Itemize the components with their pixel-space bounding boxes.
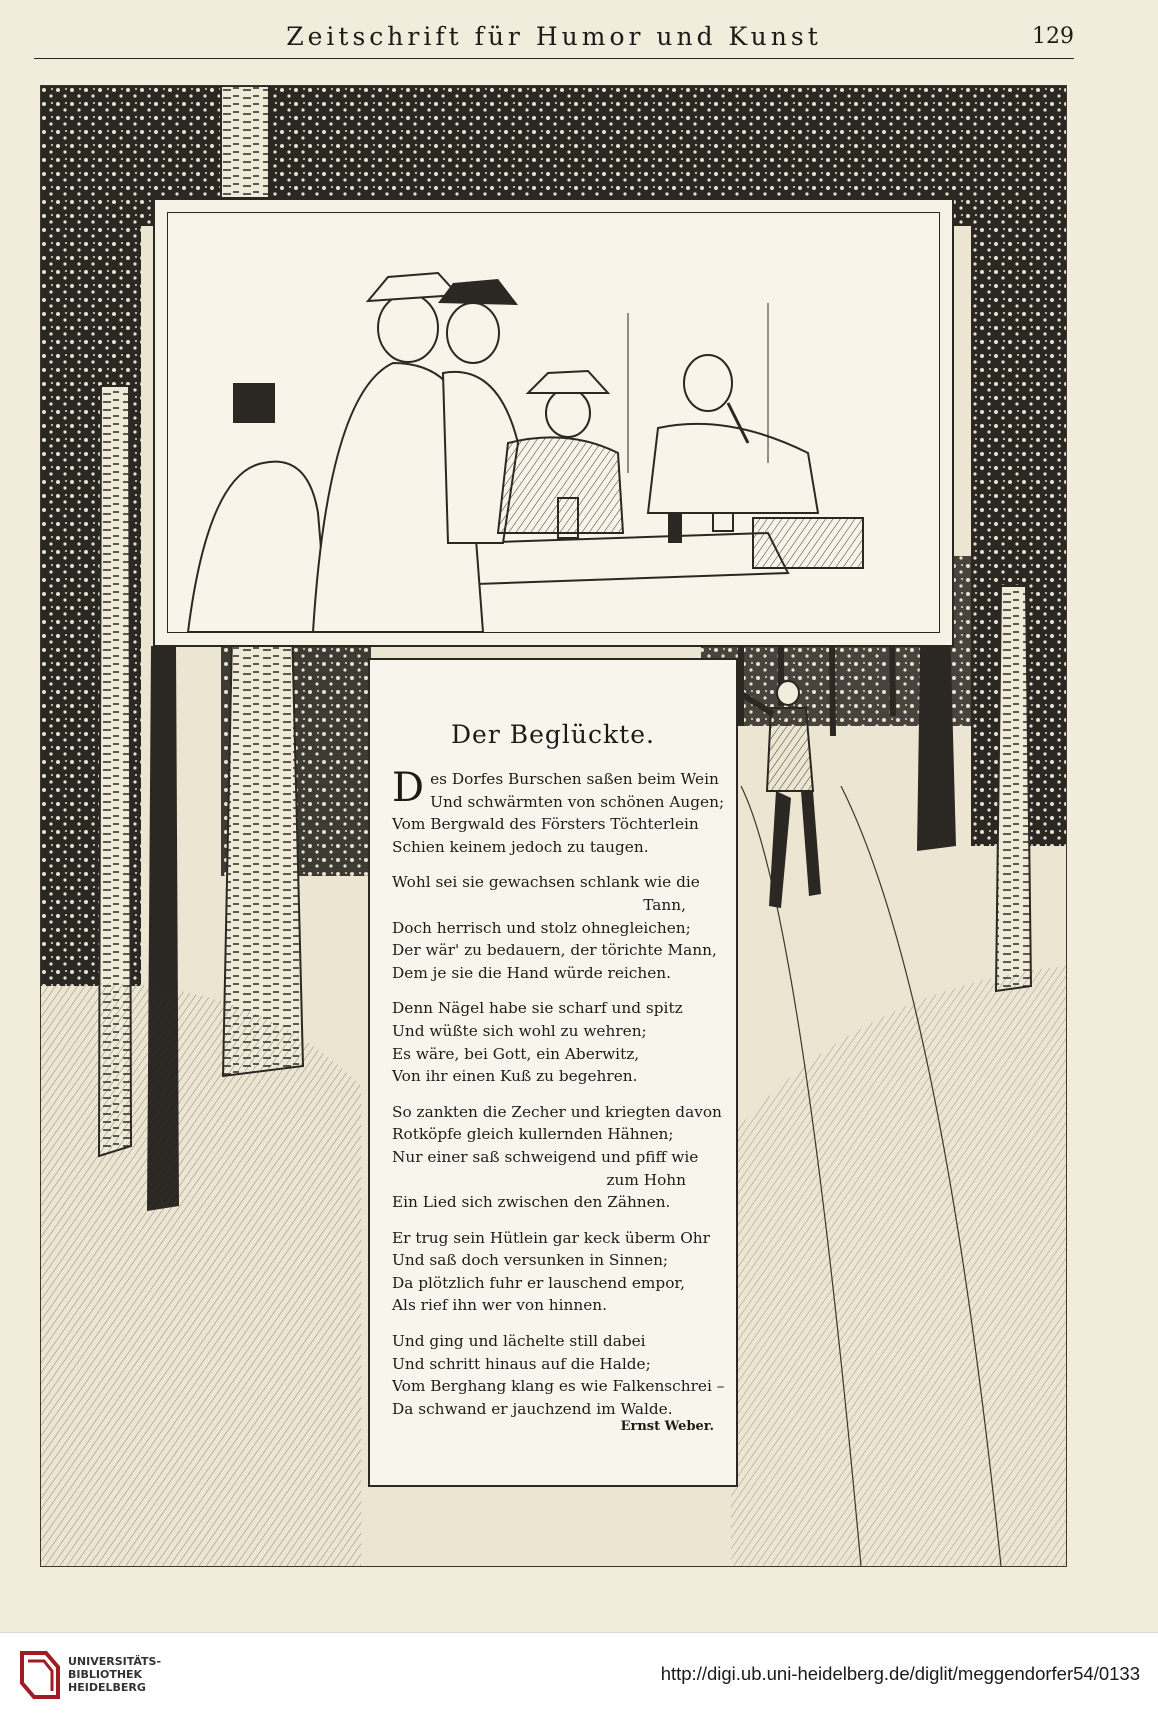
poem-line: Ein Lied sich zwischen den Zähnen. [392,1193,671,1212]
poem-line: Da plötzlich fuhr er lauschend empor, [392,1273,685,1292]
forest-illustration [40,85,1067,1567]
page-header [34,18,1074,59]
stanza-4 [392,1101,722,1214]
poem-line: Rotköpfe gleich kullernden Hähnen; [392,1125,674,1144]
drop-capital: D [392,765,425,811]
poem-line: Er trug sein Hütlein gar keck überm Ohr [392,1228,710,1247]
poem-line: Der wär' zu bedauern, der törichte Mann, [392,941,717,960]
poem-box [368,658,738,1487]
page-number: 129 [1032,24,1074,49]
poem-line: Schien keinem jedoch zu taugen. [392,837,649,856]
poem-line: Vom Bergwald des Försters Töchterlein [392,815,699,834]
source-url-link[interactable]: http://digi.ub.uni-heidelberg.de/diglit/meggendorfer54/0133 [660,1663,1140,1684]
stanza-3 [392,997,714,1087]
poem-line: Und schwärmten von schönen Augen; [430,792,725,811]
journal-title: Zeitschrift für Humor und Kunst [286,22,822,51]
poem-line: Und schritt hinaus auf die Halde; [392,1354,651,1373]
poem-line: Von ihr einen Kuß zu begehren. [392,1067,638,1086]
poem-line: So zankten die Zecher und kriegten davon [392,1102,722,1121]
poem-line: Dem je sie die Hand würde reichen. [392,963,671,982]
library-footer [0,1632,1158,1718]
poem-line: Wohl sei sie gewachsen schlank wie die [392,873,700,892]
library-name-line: UNIVERSITÄTS- [68,1655,162,1668]
poem-author: Ernst Weber. [620,1419,714,1435]
poem-line: Es wäre, bei Gott, ein Aberwitz, [392,1044,640,1063]
tavern-drawing [168,213,939,632]
poem-title: Der Beglückte. [451,720,655,749]
poem-line-continuation: zum Hohn [606,1170,686,1189]
poem-line: Und ging und lächelte still dabei [392,1332,646,1351]
poem-line: Und wüßte sich wohl zu wehren; [392,1021,647,1040]
poem-line: Als rief ihn wer von hinnen. [392,1296,607,1315]
library-name [68,1655,161,1694]
university-library-logo-icon [16,1647,64,1703]
poem-line: Nur einer saß schweigend und pfiff wie [392,1147,699,1166]
tavern-scene [167,212,940,633]
poem-line: Denn Nägel habe sie scharf und spitz [392,999,683,1018]
library-name-line: BIBLIOTHEK [68,1668,143,1681]
poem-line: es Dorfes Burschen saßen beim Wein [430,770,719,788]
poem-body [392,765,725,1452]
tavern-scene-frame [153,198,954,647]
poem-line: Da schwand er jauchzend im Walde. [392,1399,673,1418]
stanza-1 [392,765,725,858]
stanza-2 [392,871,717,984]
poem-line: Und saß doch versunken in Sinnen; [392,1251,669,1270]
poem-line: Doch herrisch und stolz ohnegleichen; [392,918,691,937]
poem-line-continuation: Tann, [643,895,686,914]
stanza-6 [392,1330,725,1439]
stanza-5 [392,1227,714,1317]
poem-line: Vom Berghang klang es wie Falkenschrei – [392,1377,725,1396]
library-name-line: HEIDELBERG [68,1681,146,1694]
